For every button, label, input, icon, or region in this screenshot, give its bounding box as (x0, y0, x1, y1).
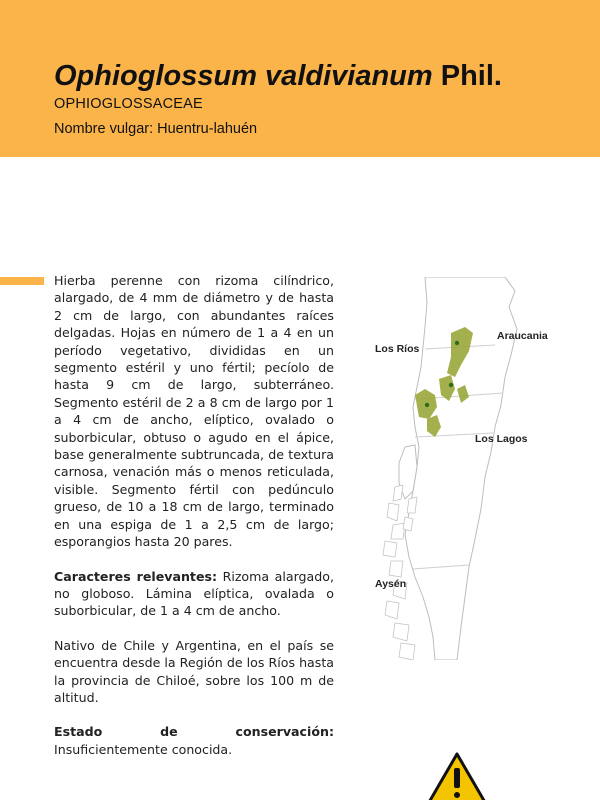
conservation-label: Estado de conservación: (54, 724, 334, 740)
distribution-text: Nativo de Chile y Argentina, en el país se encuentra desde la Región de los Ríos hasta la provincia de Chiloé, sobre los 100 m de altitud. (54, 637, 334, 705)
family-name: OPHIOGLOSSACEAE (54, 96, 203, 112)
common-name: Nombre vulgar: Huentru-lahuén (54, 121, 258, 137)
distribution-map (365, 277, 565, 660)
warning-icon (426, 752, 488, 800)
header-banner (0, 0, 600, 157)
record-point (455, 341, 459, 345)
species-author: Phil. (440, 60, 502, 92)
map-label-araucania: Araucania (497, 330, 548, 342)
conservation-text: Insuficientemente conocida. (54, 741, 233, 757)
relevant-label: Caracteres relevantes: (54, 568, 218, 584)
scientific-name: Ophioglossum valdivianum (54, 60, 433, 92)
map-label-los-rios: Los Ríos (375, 343, 420, 355)
relevant-text: Rizoma alargado, no globoso. Lámina elíptica, ovalada o suborbicular, de 1 a 4 cm de ancho. (54, 568, 334, 619)
record-point (449, 383, 453, 387)
conservation-status (54, 723, 334, 758)
description-paragraph: Hierba perenne con rizoma cilíndrico, alargado, de 4 mm de diámetro y de hasta 2 cm de largo, con abundantes raíces delgadas. Hojas en número de 1 a 4 en un período vegetativo, divididas en un segmento estéril y uno fértil; pecíolo de hasta 9 cm de largo, subterráneo. Segmento estéril de 2 a 8 cm de largo por 1 a 4 cm de ancho, elíptico, ovalado o suborbicular, obtuso o agudo en el ápice, base generalmente subtruncada, de textura carnosa, venación más o menos reticulada, visible. Segmento fértil con pedúnculo grueso, de 10 a 18 cm de largo, terminado en una espiga de 1 a 2,5 cm de largo; esporangios hasta 20 pares. (54, 273, 334, 550)
map-label-aysen: Aysén (375, 578, 407, 590)
record-point (425, 403, 429, 407)
archipelago (383, 485, 417, 660)
description-text (54, 272, 334, 775)
section-accent-bar (0, 277, 44, 285)
species-title (54, 60, 502, 93)
relevant-characters (54, 568, 334, 620)
map-label-los-lagos: Los Lagos (475, 433, 528, 445)
